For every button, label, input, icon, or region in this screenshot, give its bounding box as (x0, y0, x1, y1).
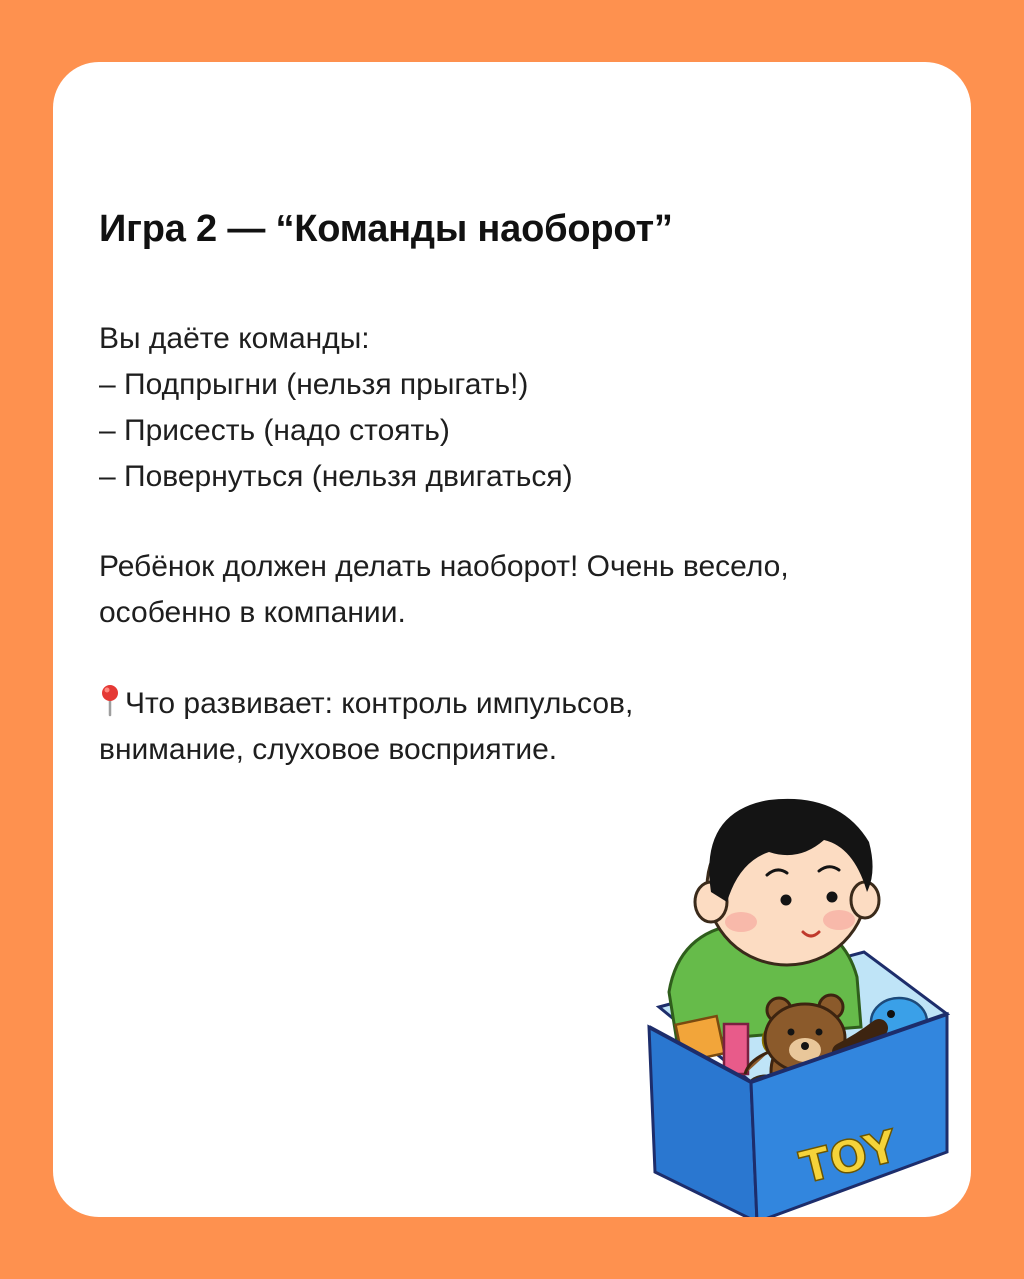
description-line: особенно в компании. (99, 596, 406, 629)
command-item: – Присесть (надо стоять) (99, 414, 450, 447)
develops-paragraph (99, 681, 633, 773)
boy-with-toy-box-illustration (629, 752, 971, 1217)
content-card (53, 62, 971, 1217)
develops-line: Что развивает: контроль импульсов, (99, 681, 633, 727)
commands-paragraph (99, 316, 573, 500)
develops-line: внимание, слуховое восприятие. (99, 733, 558, 766)
commands-intro: Вы даёте команды: (99, 322, 370, 355)
toy-box-label: TOY (795, 1120, 903, 1194)
description-line: Ребёнок должен делать наоборот! Очень весело, (99, 550, 789, 583)
command-item: – Повернуться (нельзя двигаться) (99, 460, 573, 493)
description-paragraph (99, 544, 789, 636)
page-title: Игра 2 — “Команды наоборот” (99, 208, 673, 250)
round-pushpin-icon (99, 683, 121, 717)
command-item: – Подпрыгни (нельзя прыгать!) (99, 368, 529, 401)
